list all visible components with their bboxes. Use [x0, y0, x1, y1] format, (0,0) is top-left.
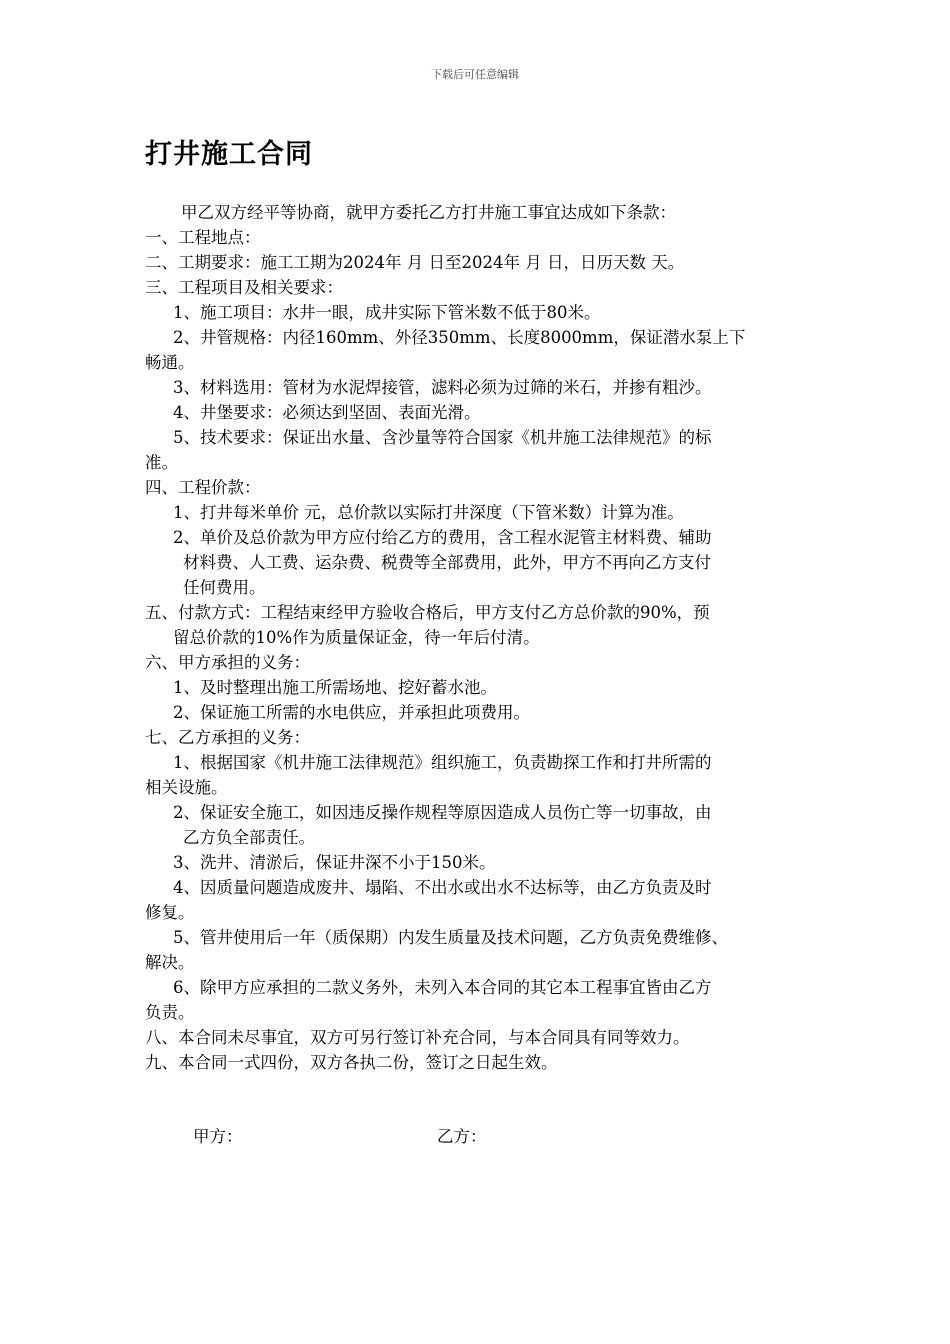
clause-7-item-3: 3、洗井、清淤后，保证井深不小于150米。 — [173, 853, 496, 872]
clause-3-item-1: 1、施工项目：水井一眼，成井实际下管米数不低于80米。 — [173, 303, 601, 322]
intro-paragraph: 甲乙双方经平等协商，就甲方委托乙方打井施工事宜达成如下条款： — [181, 203, 676, 222]
clause-6-heading: 六、甲方承担的义务： — [145, 653, 310, 672]
clause-4-heading: 四、工程价款： — [145, 478, 261, 497]
clause-3-item-5-cont: 准。 — [145, 453, 178, 472]
clause-7-item-5-cont: 解决。 — [145, 953, 195, 972]
clause-4-item-2: 2、单价及总价款为甲方应付给乙方的费用，含工程水泥管主材料费、辅助 — [173, 528, 712, 547]
clause-5-payment-cont: 留总价款的10%作为质量保证金，待一年后付清。 — [173, 628, 540, 647]
clause-7-item-6-cont: 负责。 — [145, 1003, 195, 1022]
clause-6-item-2: 2、保证施工所需的水电供应，并承担此项费用。 — [173, 703, 530, 722]
clause-3-heading: 三、工程项目及相关要求： — [145, 278, 343, 297]
contract-title: 打井施工合同 — [145, 139, 313, 170]
header-note: 下载后可任意编辑 — [431, 68, 519, 81]
clause-7-item-4-cont: 修复。 — [145, 903, 195, 922]
clause-3-item-5: 5、技术要求：保证出水量、含沙量等符合国家《机井施工法律规范》的标 — [173, 428, 712, 447]
party-b-signature-label: 乙方： — [437, 1127, 487, 1146]
contract-body — [145, 200, 815, 1075]
clause-2-schedule: 二、工期要求：施工工期为2024年 月 日至2024年 月 日，日历天数 天。 — [145, 253, 685, 272]
clause-3-item-2: 2、井管规格：内径160mm、外径350mm、长度8000mm，保证潜水泵上下 — [173, 328, 746, 347]
clause-7-heading: 七、乙方承担的义务： — [145, 728, 310, 747]
clause-8: 八、本合同未尽事宜，双方可另行签订补充合同，与本合同具有同等效力。 — [145, 1028, 690, 1047]
clause-4-item-2-cont: 任何费用。 — [183, 578, 266, 597]
clause-3-item-4: 4、井堡要求：必须达到坚固、表面光滑。 — [173, 403, 481, 422]
clause-7-item-2-cont: 乙方负全部责任。 — [183, 828, 315, 847]
party-a-signature-label: 甲方： — [193, 1127, 243, 1146]
clause-7-item-6: 6、除甲方应承担的二款义务外，未列入本合同的其它本工程事宜皆由乙方 — [173, 978, 712, 997]
clause-7-item-1: 1、根据国家《机井施工法律规范》组织施工，负责勘探工作和打井所需的 — [173, 753, 712, 772]
clause-9: 九、本合同一式四份，双方各执二份，签订之日起生效。 — [145, 1053, 558, 1072]
clause-7-item-4: 4、因质量问题造成废井、塌陷、不出水或出水不达标等，由乙方负责及时 — [173, 878, 712, 897]
clause-1-location: 一、工程地点： — [145, 228, 261, 247]
clause-6-item-1: 1、及时整理出施工所需场地、挖好蓄水池。 — [173, 678, 497, 697]
clause-7-item-2: 2、保证安全施工，如因违反操作规程等原因造成人员伤亡等一切事故，由 — [173, 803, 712, 822]
clause-7-item-1-cont: 相关设施。 — [145, 778, 228, 797]
clause-3-item-2-cont: 畅通。 — [145, 353, 195, 372]
clause-4-item-2-cont: 材料费、人工费、运杂费、税费等全部费用，此外，甲方不再向乙方支付 — [183, 553, 711, 572]
clause-5-payment: 五、付款方式：工程结束经甲方验收合格后，甲方支付乙方总价款的90%，预 — [145, 603, 710, 622]
clause-7-item-5: 5、管井使用后一年（质保期）内发生质量及技术问题，乙方负责免费维修、 — [173, 928, 728, 947]
clause-4-item-1: 1、打井每米单价 元，总价款以实际打井深度（下管米数）计算为准。 — [173, 503, 684, 522]
clause-3-item-3: 3、材料选用：管材为水泥焊接管，滤料必须为过筛的米石，并掺有粗沙。 — [173, 378, 712, 397]
